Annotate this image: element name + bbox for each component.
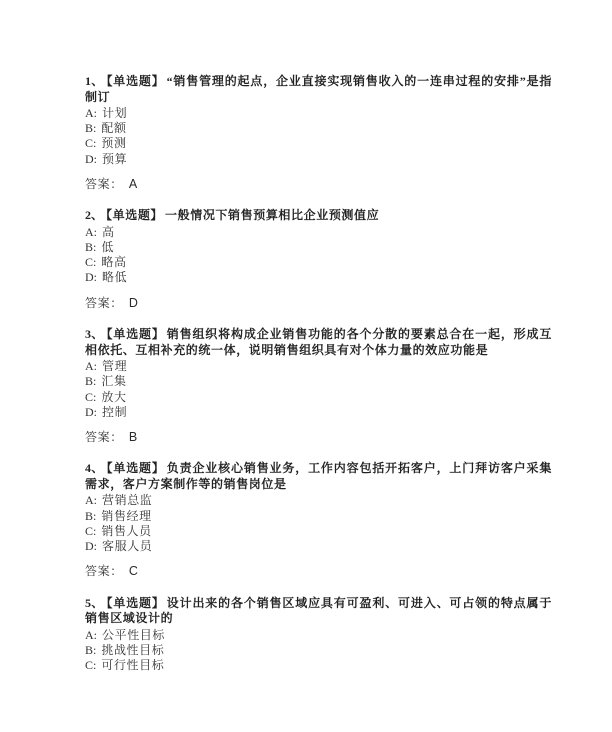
question-type-label: 【单选题】 (106, 74, 165, 88)
option-item (85, 359, 552, 374)
question-text: “销售管理的起点，企业直接实现销售收入的一连串过程的安排”是指制订 (85, 74, 552, 104)
option-text: 客服人员 (102, 539, 153, 554)
option-item (85, 524, 552, 539)
option-key: D: (85, 270, 97, 285)
option-key: D: (85, 151, 97, 166)
option-key: B: (85, 240, 97, 255)
question-type-label: 【单选题】 (106, 595, 165, 610)
option-item (85, 136, 552, 151)
question-number: 3、 (85, 327, 104, 342)
option-text: 低 (101, 240, 114, 255)
option-key: A: (85, 359, 97, 374)
option-item (85, 405, 552, 420)
option-item (85, 106, 552, 121)
question-text: 销售组织将构成企业销售功能的各个分散的要素总合在一起，形成互相依托、互相补充的统一体，说明销售组织具有对个体力量的效应功能是 (85, 327, 552, 357)
option-text: 略高 (101, 255, 127, 270)
answer-value: C (128, 564, 138, 579)
option-item (85, 152, 552, 167)
option-text: 放大 (101, 389, 127, 404)
answer-value: D (128, 295, 138, 310)
question-text: 负责企业核心销售业务，工作内容包括开拓客户，上门拜访客户采集需求，客户方案制作等的销售岗位是 (85, 461, 552, 491)
option-key: A: (85, 224, 97, 239)
options-list (85, 359, 552, 420)
option-key: A: (85, 627, 97, 642)
option-key: B: (85, 121, 97, 136)
answer-row (85, 430, 552, 446)
option-item (85, 493, 552, 508)
option-key: D: (85, 404, 97, 419)
question-stem (85, 327, 552, 358)
option-item (85, 240, 552, 255)
answer-row (85, 564, 552, 580)
answer-value: B (128, 429, 138, 444)
question-block (85, 596, 552, 674)
option-item (85, 225, 552, 240)
option-key: D: (85, 539, 97, 554)
question-type-label: 【单选题】 (106, 461, 165, 476)
option-text: 营销总监 (102, 493, 153, 508)
option-key: B: (85, 642, 97, 657)
option-item (85, 539, 552, 554)
option-key: A: (85, 106, 97, 120)
option-text: 预算 (102, 151, 128, 166)
option-key: B: (85, 508, 97, 523)
option-key: C: (85, 136, 97, 151)
option-text: 销售人员 (101, 523, 152, 538)
answer-value: A (128, 176, 138, 191)
answer-label: 答案： (85, 564, 123, 579)
options-list (85, 628, 552, 674)
question-block (85, 461, 552, 579)
option-item (85, 509, 552, 524)
option-key: A: (85, 493, 97, 508)
options-list (85, 106, 552, 167)
question-stem (85, 208, 552, 224)
question-number: 2、 (85, 208, 104, 223)
option-text: 可行性目标 (101, 658, 165, 673)
question-number: 4、 (85, 461, 104, 476)
question-text: 设计出来的各个销售区域应具有可盈利、可进入、可占领的特点属于销售区域设计的 (85, 595, 552, 626)
question-text: 一般情况下销售预算相比企业预测值应 (165, 208, 380, 223)
option-key: B: (85, 374, 97, 389)
question-number: 5、 (85, 595, 104, 610)
answer-label: 答案： (85, 429, 123, 444)
question-stem (85, 74, 552, 105)
option-item (85, 270, 552, 285)
option-text: 计划 (102, 106, 128, 120)
option-text: 公平性目标 (102, 627, 166, 642)
option-item (85, 643, 552, 658)
option-text: 销售经理 (101, 508, 152, 523)
option-key: C: (85, 658, 97, 673)
option-item (85, 390, 552, 405)
option-text: 配额 (101, 121, 127, 136)
question-block (85, 327, 552, 445)
question-type-label: 【单选题】 (106, 327, 165, 342)
option-text: 挑战性目标 (101, 642, 165, 657)
option-text: 预测 (101, 136, 127, 151)
option-text: 略低 (102, 270, 128, 285)
option-text: 汇集 (101, 374, 127, 389)
option-item (85, 121, 552, 136)
option-text: 高 (102, 224, 115, 239)
answer-label: 答案： (85, 295, 123, 310)
question-type-label: 【单选题】 (106, 208, 164, 223)
question-stem (85, 461, 552, 492)
option-item (85, 374, 552, 389)
option-key: C: (85, 389, 97, 404)
options-list (85, 225, 552, 286)
answer-row (85, 296, 552, 312)
option-key: C: (85, 255, 97, 270)
option-text: 控制 (102, 404, 128, 419)
option-item (85, 628, 552, 643)
option-key: C: (85, 523, 97, 538)
answer-label: 答案： (85, 176, 123, 191)
question-block (85, 74, 552, 192)
answer-row (85, 177, 552, 193)
options-list (85, 493, 552, 554)
question-block (85, 208, 552, 311)
question-stem (85, 596, 552, 627)
option-text: 管理 (102, 359, 128, 374)
questions-container (85, 74, 552, 673)
option-item (85, 255, 552, 270)
option-item (85, 658, 552, 673)
question-number: 1、 (85, 74, 104, 88)
